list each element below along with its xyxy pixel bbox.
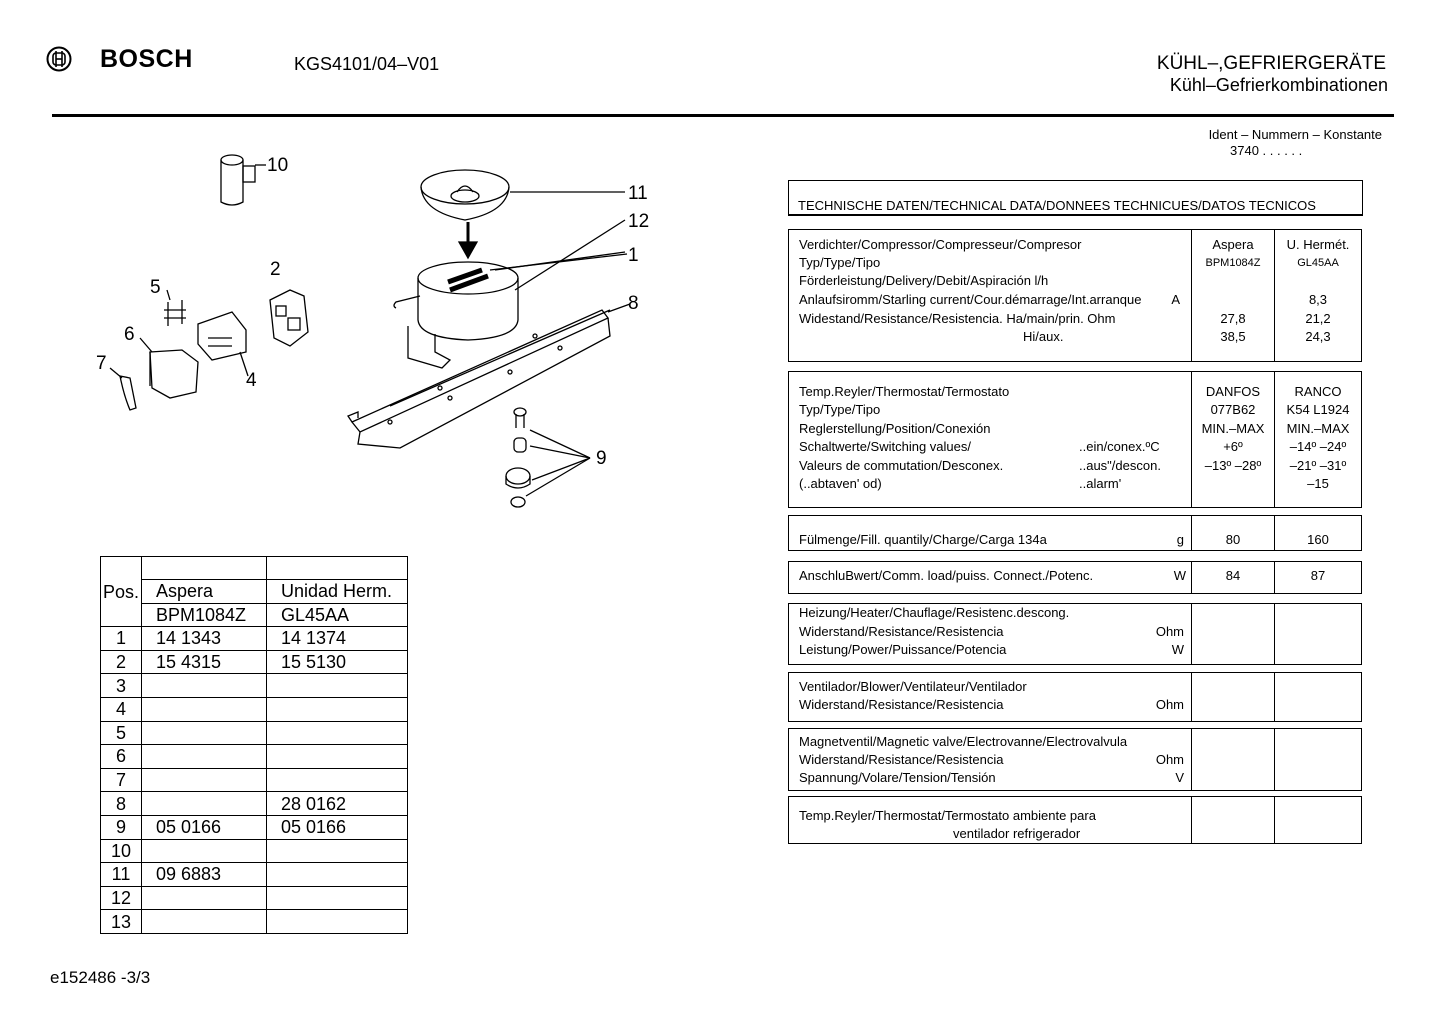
table-row <box>101 863 408 887</box>
callout-9: 9 <box>596 448 607 469</box>
connected-load-label: AnschluBwert/Comm. load/puiss. Connect./Potenc. <box>799 568 1094 583</box>
callout-4: 4 <box>246 370 257 391</box>
valve-resistance-label: Widerstand/Resistance/Resistencia <box>799 752 1004 767</box>
clamp-part <box>120 376 136 410</box>
parts-cell-c2: 15 5130 <box>267 650 408 674</box>
terminal-cover-part <box>150 350 198 398</box>
callout-6: 6 <box>124 324 135 345</box>
parts-cell-c1: 09 6883 <box>142 863 267 887</box>
callout-1: 1 <box>628 245 639 266</box>
thermostat-label: Temp.Reyler/Thermostat/Termostato <box>799 384 1010 399</box>
ambient-thermostat-section <box>788 796 1362 844</box>
fill-quantity-unit: g <box>1176 532 1184 547</box>
fill-quantity-section <box>788 515 1362 551</box>
parts-cell-c2 <box>267 839 408 863</box>
parts-cell-pos: 2 <box>101 650 142 674</box>
heater-power-label: Leistung/Power/Puissance/Potencia <box>799 642 1007 657</box>
callout-11: 11 <box>628 183 648 204</box>
parts-cell-pos: 7 <box>101 768 142 792</box>
capacitor-part <box>221 155 266 205</box>
parts-cell-pos: 6 <box>101 745 142 769</box>
parts-cell-c2 <box>267 674 408 698</box>
parts-cell-pos: 1 <box>101 627 142 651</box>
thermostat-c2-r6: –15 <box>1307 476 1329 491</box>
parts-cell-c2: 14 1374 <box>267 627 408 651</box>
parts-cell-c1 <box>142 721 267 745</box>
parts-cell-pos: 3 <box>101 674 142 698</box>
thermostat-type-label: Typ/Type/Tipo <box>799 402 881 417</box>
callout-5: 5 <box>150 277 161 298</box>
magnetic-valve-section <box>788 728 1362 791</box>
compressor-section <box>788 229 1362 362</box>
thermostat-c2-r2: K54 L1924 <box>1286 402 1350 417</box>
valve-resistance-unit: Ohm <box>1155 752 1184 767</box>
compressor-c1-r2: BPM1084Z <box>1205 257 1261 269</box>
parts-cell-c1: 15 4315 <box>142 650 267 674</box>
parts-cell-c1 <box>142 839 267 863</box>
compressor-c2-r2: GL45AA <box>1297 257 1339 269</box>
resistance-aux-label: Hi/aux. <box>1023 329 1064 344</box>
thermostat-c2-r1: RANCO <box>1294 384 1342 399</box>
starting-current-label: Anlaufsiromm/Starling current/Cour.démarrage/Int.arranque <box>799 292 1142 307</box>
col2-subheader: GL45AA <box>267 603 408 627</box>
thermostat-c2-r4: –14º –24º <box>1289 439 1347 454</box>
fill-quantity-label: Fülmenge/Fill. quantily/Charge/Carga 134a <box>799 532 1047 547</box>
defrost-label: (..abtaven' od) <box>799 476 882 491</box>
valve-label: Magnetventil/Magnetic valve/Electrovanne/Electrovalvula <box>799 734 1128 749</box>
connected-load-section <box>788 561 1362 594</box>
parts-cell-c1 <box>142 792 267 816</box>
exploded-parts-diagram <box>90 140 660 520</box>
valve-voltage-label: Spannung/Volare/Tension/Tensión <box>799 770 996 785</box>
thermostat-c1-r2: 077B62 <box>1210 402 1256 417</box>
table-row <box>101 886 408 910</box>
connected-load-unit: W <box>1173 568 1186 583</box>
parts-cell-c2 <box>267 886 408 910</box>
document-code: e152486 -3/3 <box>50 968 151 987</box>
table-row <box>101 815 408 839</box>
blower-label: Ventilador/Blower/Ventilateur/Ventilador <box>799 679 1027 694</box>
table-row <box>101 650 408 674</box>
compressor-c1-r1: Aspera <box>1212 237 1254 252</box>
heater-resistance-unit: Ohm <box>1155 624 1184 639</box>
parts-cell-c2 <box>267 697 408 721</box>
table-row <box>101 627 408 651</box>
thermostat-c2-r3: MIN.–MAX <box>1286 421 1350 436</box>
table-row <box>101 910 408 934</box>
pos-header: Pos. <box>101 557 142 627</box>
valve-voltage-unit: V <box>1175 770 1184 785</box>
heater-resistance-label: Widerstand/Resistance/Resistencia <box>799 624 1004 639</box>
thermostat-c1-r5: –13º –28º <box>1204 458 1262 473</box>
model-number: KGS4101/04–V01 <box>294 54 440 74</box>
thermostat-section <box>788 371 1362 508</box>
compressor-c1-r5: 27,8 <box>1220 311 1246 326</box>
parts-cell-c2 <box>267 721 408 745</box>
col1-subheader: BPM1084Z <box>142 603 267 627</box>
col2-header: Unidad Herm. <box>267 580 408 604</box>
thermostat-c1-r4: +6º <box>1223 439 1243 454</box>
grommet-set-part <box>506 408 590 507</box>
alarm-label: ..alarm' <box>1079 476 1122 491</box>
compressor-c2-r6: 24,3 <box>1305 329 1331 344</box>
callout-2: 2 <box>270 259 281 280</box>
col1-header: Aspera <box>142 580 267 604</box>
table-row <box>101 839 408 863</box>
connected-load-c2: 87 <box>1310 568 1326 583</box>
fill-quantity-c1: 80 <box>1225 532 1241 547</box>
parts-cell-c1 <box>142 768 267 792</box>
parts-cell-c1 <box>142 745 267 769</box>
table-row <box>101 674 408 698</box>
base-rail-part <box>348 304 630 448</box>
thermostat-c1-r3: MIN.–MAX <box>1201 421 1265 436</box>
relay-part <box>270 290 308 346</box>
starting-current-unit: A <box>1171 292 1180 307</box>
parts-cell-c2: 28 0162 <box>267 792 408 816</box>
table-row <box>101 745 408 769</box>
thermostat-c2-r5: –21º –31º <box>1289 458 1347 473</box>
heater-label: Heizung/Heater/Chauflage/Resistenc.descong. <box>799 605 1070 620</box>
table-row <box>101 697 408 721</box>
category-title: KÜHL–,GEFRIERGERÄTE <box>1156 53 1386 74</box>
parts-cell-pos: 10 <box>101 839 142 863</box>
parts-cell-pos: 8 <box>101 792 142 816</box>
commutation-label: Valeurs de commutation/Desconex. <box>799 458 1004 473</box>
parts-cell-pos: 13 <box>101 910 142 934</box>
delivery-label: Förderleistung/Delivery/Debit/Aspiración l/h <box>799 273 1049 288</box>
tray-cover-part <box>421 170 625 220</box>
ambient-thermostat-sublabel: ventilador refrigerador <box>953 826 1081 841</box>
callout-12: 12 <box>628 211 650 232</box>
parts-cell-pos: 9 <box>101 815 142 839</box>
parts-cell-c1 <box>142 697 267 721</box>
parts-cell-c1: 14 1343 <box>142 627 267 651</box>
parts-cell-c1 <box>142 674 267 698</box>
category-subtitle: Kühl–Gefrierkombinationen <box>1169 75 1388 95</box>
clip-part <box>164 300 186 326</box>
connected-load-c1: 84 <box>1225 568 1241 583</box>
blower-section <box>788 672 1362 722</box>
callout-7: 7 <box>96 353 107 374</box>
brand-name: BOSCH <box>100 45 193 73</box>
ident-label: Ident – Nummern – Konstante <box>1208 127 1382 142</box>
compressor-c2-r1: U. Hermét. <box>1286 237 1350 252</box>
thermostat-c1-r1: DANFOS <box>1205 384 1261 399</box>
type-label: Typ/Type/Tipo <box>799 255 881 270</box>
resistance-main-label: Widestand/Resistance/Resistencia. Ha/main/prin. Ohm <box>799 311 1116 326</box>
parts-cell-c2 <box>267 768 408 792</box>
compressor-c1-r6: 38,5 <box>1220 329 1246 344</box>
heater-section <box>788 603 1362 665</box>
position-label: Reglerstellung/Position/Conexión <box>799 421 991 436</box>
parts-cell-c2 <box>267 910 408 934</box>
ident-value: 3740 . . . . . . <box>1230 143 1303 158</box>
technical-title: TECHNISCHE DATEN/TECHNICAL DATA/DONNEES TECHNICUES/DATOS TECNICOS <box>798 198 1316 213</box>
table-row <box>101 721 408 745</box>
header-divider <box>52 114 1394 117</box>
parts-cell-c2 <box>267 745 408 769</box>
ambient-thermostat-label: Temp.Reyler/Thermostat/Termostato ambiente para <box>799 808 1096 823</box>
heater-power-unit: W <box>1171 642 1184 657</box>
callout-10: 10 <box>267 155 289 176</box>
compressor-label: Verdichter/Compressor/Compresseur/Compresor <box>799 237 1082 252</box>
parts-cell-c2 <box>267 863 408 887</box>
parts-cell-c1: 05 0166 <box>142 815 267 839</box>
switching-label: Schaltwerte/Switching values/ <box>799 439 971 454</box>
parts-cell-pos: 4 <box>101 697 142 721</box>
table-row <box>101 768 408 792</box>
parts-cell-pos: 5 <box>101 721 142 745</box>
compressor-c2-r5: 21,2 <box>1305 311 1331 326</box>
blower-resistance-unit: Ohm <box>1155 697 1184 712</box>
fill-quantity-c2: 160 <box>1307 532 1329 547</box>
parts-cell-c2: 05 0166 <box>267 815 408 839</box>
parts-cell-pos: 12 <box>101 886 142 910</box>
bosch-logo-icon <box>46 46 72 72</box>
parts-table <box>100 556 408 934</box>
parts-cell-c1 <box>142 910 267 934</box>
switching-off-label: ..aus"/descon. <box>1079 458 1161 473</box>
callout-8: 8 <box>628 293 639 314</box>
protector-part <box>198 312 246 360</box>
table-row <box>101 792 408 816</box>
parts-cell-c1 <box>142 886 267 910</box>
parts-cell-pos: 11 <box>101 863 142 887</box>
blower-resistance-label: Widerstand/Resistance/Resistencia <box>799 697 1004 712</box>
switching-on-label: ..ein/conex.ºC <box>1079 439 1160 454</box>
compressor-c2-r4: 8,3 <box>1308 292 1328 307</box>
